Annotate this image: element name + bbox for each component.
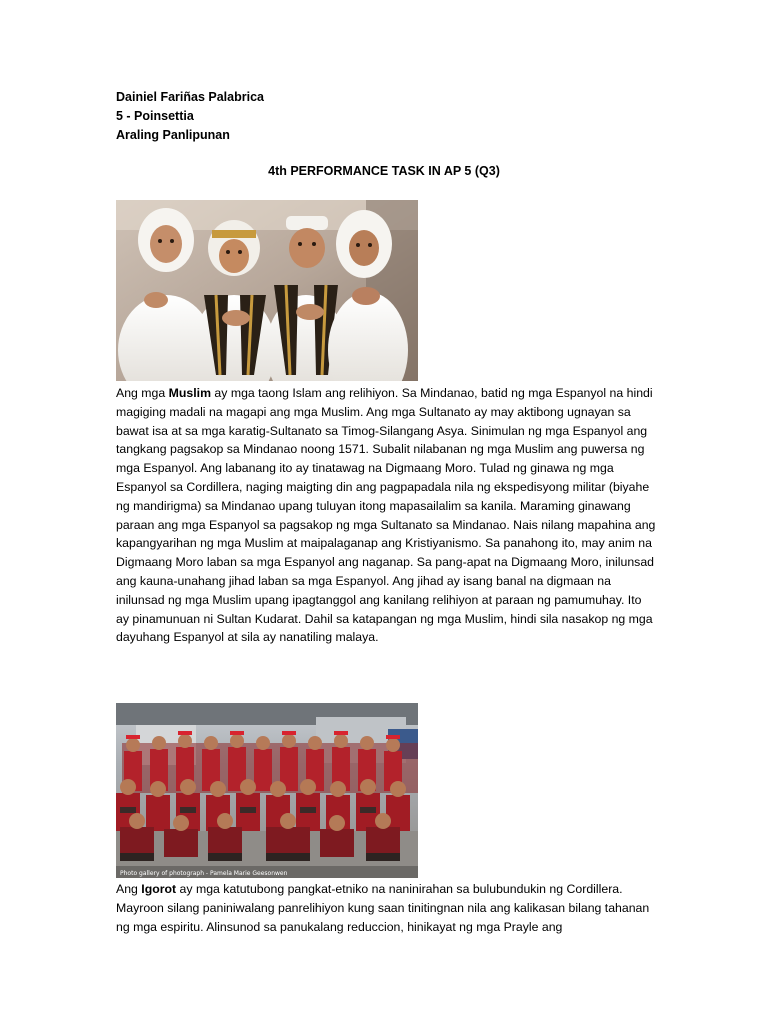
keyword-igorot: Igorot <box>141 882 177 896</box>
paragraph-muslim-lead: Ang mga <box>116 386 169 400</box>
paragraph-igorot <box>116 880 656 936</box>
paragraph-igorot-lead: Ang <box>116 882 142 896</box>
subject-name: Araling Panlipunan <box>116 128 230 142</box>
student-section: 5 - Poinsettia <box>116 109 194 123</box>
photo-muslim-children <box>116 200 418 381</box>
paragraph-igorot-body: ay mga katutubong pangkat-etniko na naninirahan sa bulubundukin ng Cordillera. Mayroon silang paniniwalang panrelihiyon kung saan tinitingnan nila ang kalikasan bilang tahanan ng mga espiritu. Alinsunod sa panukalang reduccion, hinikayat ng mga Prayle ang <box>116 882 650 934</box>
paragraph-muslim <box>116 384 656 647</box>
header-block <box>116 88 264 145</box>
student-name: Dainiel Fariñas Palabrica <box>116 90 264 104</box>
photo-igorot-group <box>116 703 418 878</box>
document-title: 4th PERFORMANCE TASK IN AP 5 (Q3) <box>268 164 500 178</box>
paragraph-muslim-body: ay mga taong Islam ang relihiyon. Sa Mindanao, batid ng mga Espanyol na hindi magiging madali na magapi ang mga Muslim. Ang mga Sultanato ay may aktibong ugnayan sa bawat isa at sa mga karatig-Sultanato sa Timog-Silangang Asya. Sinimulan ng mga Espanyol ang tangkang pagsakop sa Mindanao noong 1571. Subalit nilabanan ng mga Muslim ang puwersa ng mga Espanyol. Ang labanang ito ay tinatawag na Digmaang Moro. Tulad ng ginawa ng mga Espanyol sa Cordillera, naging maigting din ang pagpapadala nila ng ekspedisyong militar (biyahe ng mandirigma) sa Mindanao upang tuluyan itong mapasailalim sa kanila. Maraming ginawang paraan ang mga Espanyol sa pagsakop ng mga Sultanato sa Mindanao. Nais nilang mapahina ang kapangyarihan ng mga Muslim at maipalaganap ang Kristiyanismo. Sa panahong ito, may anim na Digmaang Moro laban sa mga Espanyol ang naganap. Sa pang-apat na Digmaang Moro, inilunsad ang kauna-unahang jihad laban sa mga Espanyol. Ang jihad ay isang banal na digmaan na inilunsad ng mga Muslim upang ipagtanggol ang kanilang relihiyon at paraan ng pamumuhay. Ito ay pinamunuan ni Sultan Kudarat. Dahil sa katapangan ng mga Muslim, hindi sila nasakop ng mga dayuhang Espanyol at sila ay nanatiling malaya. <box>116 386 656 645</box>
keyword-muslim: Muslim <box>168 386 212 400</box>
photo-caption: Photo gallery of photograph - Pamela Marie Geesonwen <box>120 870 288 877</box>
